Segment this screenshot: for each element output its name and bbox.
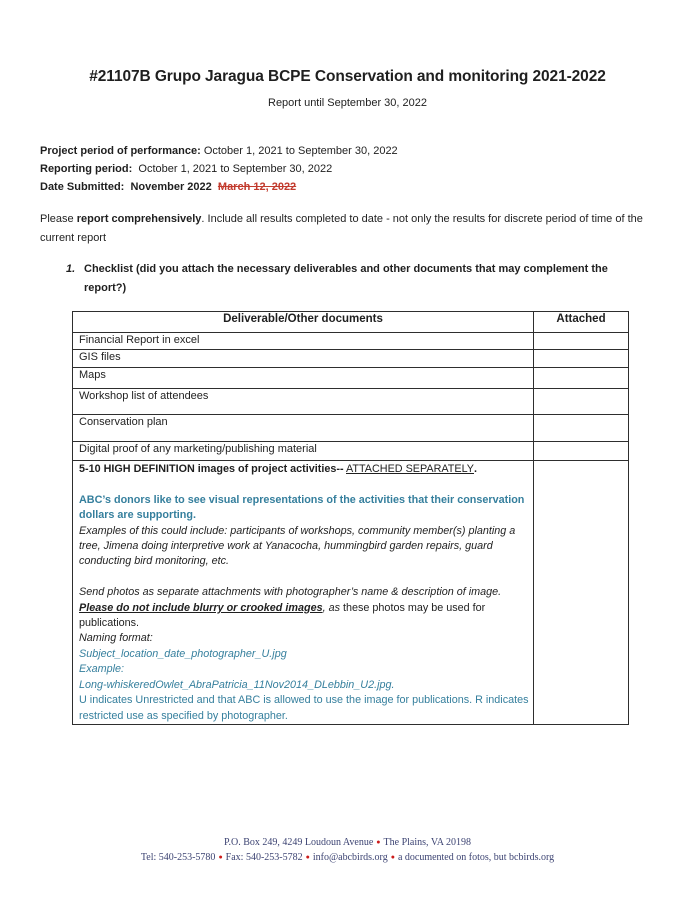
column-header-attached: Attached bbox=[534, 312, 629, 333]
footer-pobox: P.O. Box 249, 4249 Loudoun Avenue bbox=[224, 837, 374, 848]
intro-paragraph: Please report comprehensively. Include all results completed to date - not only the results for discrete period of time of the current report bbox=[40, 213, 643, 244]
bullet-separator: ● bbox=[218, 853, 223, 861]
reporting-period-line bbox=[40, 160, 398, 178]
attached-cell bbox=[534, 389, 629, 415]
attached-cell bbox=[534, 333, 629, 350]
attached-cell bbox=[534, 415, 629, 442]
attached-cell bbox=[534, 442, 629, 461]
deliverable-cell: Financial Report in excel bbox=[73, 333, 534, 350]
table-row-images bbox=[73, 461, 629, 725]
images-instructions-text: 5-10 HIGH DEFINITION images of project activities-- ATTACHED SEPARATELY. ABC’s donors like to see visual representations of the activities that their conservation dollars are supporting. Examples of this could include: participants of workshops, community member(s) planting a tree, Jimena doing interpretive work at Yanacocha, hummingbird garden repairs, guard conducting bird monitoring, etc. Send photos as separate attachments with photographer’s name & description of image. Please do not include blurry or crooked images, as these photos may be used for publications. Naming format: Subject_location_date_photographer_U.jpg Example: Long-whiskeredOwlet_AbraPatricia_11Nov2014_DLebbin_U2.jpg. U indicates Unrestricted and that ABC is allowed to use the image for publications. R indicates restricted use as specified by photographer. bbox=[79, 463, 529, 722]
project-period-line bbox=[40, 142, 398, 160]
table-row bbox=[73, 368, 629, 389]
bullet-separator: ● bbox=[376, 838, 381, 846]
deliverable-cell: Conservation plan bbox=[73, 415, 534, 442]
footer-fax: Fax: 540-253-5782 bbox=[225, 852, 303, 863]
attached-cell bbox=[534, 368, 629, 389]
report-meta bbox=[40, 142, 398, 196]
deliverables-table bbox=[72, 311, 629, 725]
deliverable-cell: Digital proof of any marketing/publishing material bbox=[73, 442, 534, 461]
deliverable-cell: GIS files bbox=[73, 350, 534, 368]
bullet-separator: ● bbox=[390, 853, 395, 861]
date-submitted-label: Date Submitted: bbox=[40, 181, 125, 193]
table-row bbox=[73, 333, 629, 350]
reporting-period-value: October 1, 2021 to September 30, 2022 bbox=[132, 163, 333, 175]
checklist-text: Checklist (did you attach the necessary deliverables and other documents that may complement the report?) bbox=[84, 263, 608, 294]
column-header-deliverable: Deliverable/Other documents bbox=[73, 312, 534, 333]
project-period-value: October 1, 2021 to September 30, 2022 bbox=[200, 145, 398, 157]
footer-contact-line bbox=[0, 850, 695, 865]
deliverable-cell: Workshop list of attendees bbox=[73, 389, 534, 415]
table-header-row bbox=[73, 312, 629, 333]
footer-tel: Tel: 540-253-5780 bbox=[140, 852, 216, 863]
footer-address-line bbox=[0, 835, 695, 850]
page-title: #21107B Grupo Jaragua BCPE Conservation and monitoring 2021-2022 bbox=[89, 68, 606, 85]
page-subtitle: Report until September 30, 2022 bbox=[268, 97, 427, 109]
checklist-heading bbox=[66, 260, 644, 298]
reporting-period-label: Reporting period: bbox=[40, 163, 133, 175]
table-row bbox=[73, 389, 629, 415]
footer-web: a documented on fotos, but bcbirds.org bbox=[397, 852, 555, 863]
table-row bbox=[73, 415, 629, 442]
attached-cell bbox=[534, 461, 629, 725]
bullet-separator: ● bbox=[305, 853, 310, 861]
date-submitted-line bbox=[40, 178, 398, 196]
table-row bbox=[73, 350, 629, 368]
project-period-label: Project period of performance: bbox=[40, 145, 201, 157]
date-submitted-struck-value: March 12, 2022 bbox=[217, 181, 297, 193]
table-row bbox=[73, 442, 629, 461]
date-submitted-value: November 2022 bbox=[124, 181, 218, 193]
attached-cell bbox=[534, 350, 629, 368]
footer-email: info@abcbirds.org bbox=[312, 852, 388, 863]
checklist-number: 1. bbox=[66, 263, 76, 275]
deliverable-cell: Maps bbox=[73, 368, 534, 389]
images-instructions-cell bbox=[73, 461, 534, 725]
footer-city: The Plains, VA 20198 bbox=[383, 837, 471, 848]
page-footer bbox=[0, 835, 695, 865]
